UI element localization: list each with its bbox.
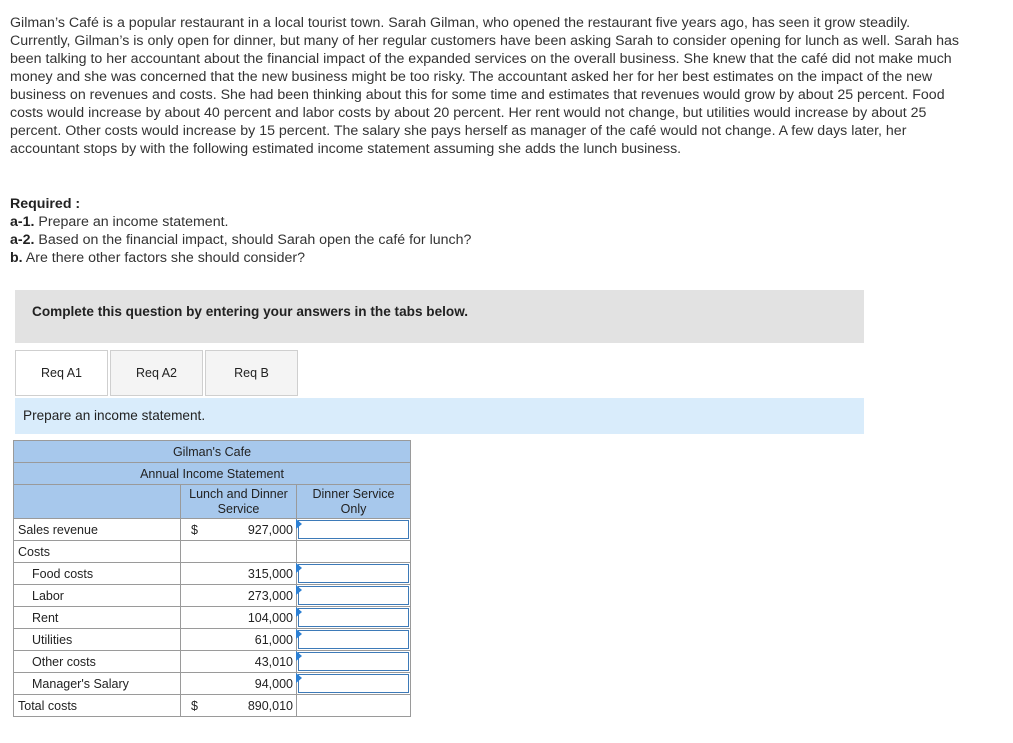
income-statement-table — [13, 440, 411, 717]
required-heading: Required : — [10, 196, 81, 212]
row-label: Rent — [14, 607, 181, 629]
tab-instruction-bar — [15, 398, 864, 434]
tab-req-b[interactable]: Req B — [205, 350, 298, 396]
table-row — [14, 673, 411, 695]
table-row — [14, 651, 411, 673]
amount-cell — [181, 585, 297, 607]
amount-cell — [181, 607, 297, 629]
col-lunch-dinner-header: Lunch and Dinner Service — [181, 485, 297, 519]
labor-input[interactable] — [298, 586, 409, 605]
currency-symbol: $ — [191, 699, 198, 713]
table-row — [14, 695, 411, 717]
empty-cell — [297, 541, 411, 563]
utilities-input[interactable] — [298, 630, 409, 649]
amount-value: 43,010 — [254, 655, 293, 669]
tab-req-a1[interactable]: Req A1 — [15, 350, 108, 396]
required-item: b. Are there other factors she should consider? — [10, 250, 305, 266]
label-column-header — [14, 485, 181, 519]
amount-cell — [181, 629, 297, 651]
row-label: Food costs — [14, 563, 181, 585]
amount-value: 315,000 — [247, 567, 293, 581]
statement-title: Annual Income Statement — [14, 463, 411, 485]
row-label: Labor — [14, 585, 181, 607]
input-cell — [297, 651, 411, 673]
rent-input[interactable] — [298, 608, 409, 627]
instructions-banner — [15, 290, 864, 343]
row-label: Total costs — [14, 695, 181, 717]
table-row — [14, 541, 411, 563]
table-row — [14, 607, 411, 629]
banner-text: Complete this question by entering your answers in the tabs below. — [32, 304, 469, 319]
amount-value: 890,010 — [247, 699, 293, 713]
flag-marker-icon — [296, 607, 302, 617]
amount-cell — [181, 673, 297, 695]
input-cell — [297, 629, 411, 651]
managers-salary-input[interactable] — [298, 674, 409, 693]
amount-cell — [181, 651, 297, 673]
input-cell — [297, 585, 411, 607]
amount-cell — [181, 563, 297, 585]
table-row — [14, 519, 411, 541]
flag-marker-icon — [296, 673, 302, 683]
row-label: Costs — [14, 541, 181, 563]
currency-symbol: $ — [191, 523, 198, 537]
input-cell — [297, 563, 411, 585]
table-row — [14, 563, 411, 585]
flag-marker-icon — [296, 585, 302, 595]
col-dinner-only-header: Dinner Service Only — [297, 485, 411, 519]
sales-revenue-input[interactable] — [298, 520, 409, 539]
company-name: Gilman's Cafe — [14, 441, 411, 463]
required-item: a-2. Based on the financial impact, should Sarah open the café for lunch? — [10, 232, 472, 248]
input-cell — [297, 607, 411, 629]
flag-marker-icon — [296, 519, 302, 529]
required-item: a-1. Prepare an income statement. — [10, 214, 229, 230]
amount-cell — [181, 695, 297, 717]
tab-instruction-text: Prepare an income statement. — [23, 408, 206, 423]
flag-marker-icon — [296, 651, 302, 661]
table-row — [14, 585, 411, 607]
amount-cell — [181, 519, 297, 541]
table-row — [14, 629, 411, 651]
amount-value: 61,000 — [254, 633, 293, 647]
other-costs-input[interactable] — [298, 652, 409, 671]
row-label: Utilities — [14, 629, 181, 651]
flag-marker-icon — [296, 629, 302, 639]
row-label: Sales revenue — [14, 519, 181, 541]
amount-value: 927,000 — [247, 523, 293, 537]
empty-cell — [181, 541, 297, 563]
tab-req-a2[interactable]: Req A2 — [110, 350, 203, 396]
flag-marker-icon — [296, 563, 302, 573]
input-cell — [297, 673, 411, 695]
amount-value: 273,000 — [247, 589, 293, 603]
row-label: Other costs — [14, 651, 181, 673]
amount-value: 94,000 — [254, 677, 293, 691]
required-section — [10, 195, 471, 267]
empty-cell — [297, 695, 411, 717]
food-costs-input[interactable] — [298, 564, 409, 583]
row-label: Manager's Salary — [14, 673, 181, 695]
amount-value: 104,000 — [247, 611, 293, 625]
input-cell — [297, 519, 411, 541]
problem-text: Gilman’s Café is a popular restaurant in a local tourist town. Sarah Gilman, who opened the restaurant five years ago, has seen it grow steadily. Currently, Gilman’s is only open for dinner, but many of her regular customers have been asking Sarah to consider opening for lunch as well. Sarah has been talking to her accountant about the financial impact of the expanded services on the overall business. She knew that the café did not make much money and she was concerned that the new business might be too risky. The accountant asked her for her best estimates on the impact of the new business on revenues and costs. She had been thinking about this for some time and estimates that revenues would grow by about 25 percent. Food costs would increase by about 40 percent and labor costs by about 20 percent. Her rent would not change, but utilities would increase by about 25 percent. Other costs would increase by 15 percent. The salary she pays herself as manager of the café would not change. A few days later, her accountant stops by with the following estimated income statement assuming she adds the lunch business. — [10, 15, 959, 157]
